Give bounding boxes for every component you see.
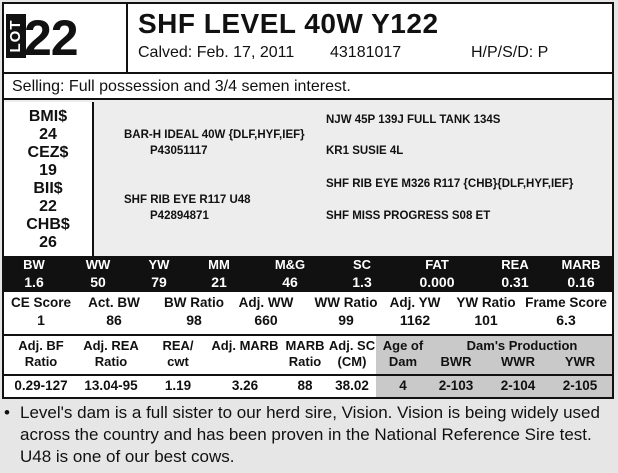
wwr-value: 2-104 xyxy=(500,378,536,393)
carcass-value: 13.04-95 xyxy=(84,378,138,393)
epd-value: 0.16 xyxy=(567,274,595,290)
pedigree xyxy=(96,102,612,256)
epd-value: 1.3 xyxy=(352,274,372,290)
dams-production-title: Dam's Production xyxy=(466,338,578,353)
epd-header: WW xyxy=(85,257,111,272)
index-value: 22 xyxy=(39,198,57,215)
epd-header: MM xyxy=(208,257,230,272)
performance-row xyxy=(4,292,612,336)
carcass-value: 88 xyxy=(297,378,313,393)
lot-number: 22 xyxy=(24,10,78,66)
carcass-header: Adj. SC (CM) xyxy=(328,338,376,369)
perf-header: Frame Score xyxy=(525,295,607,310)
index-label: BMI$ xyxy=(28,108,68,125)
selling-terms: Selling: Full possession and 3/4 semen interest. xyxy=(4,74,612,100)
registration-number: 43181017 xyxy=(330,44,402,61)
epd-value: 0.31 xyxy=(501,274,529,290)
perf-header: BW Ratio xyxy=(164,295,224,310)
index-value: 19 xyxy=(39,162,57,179)
pedigree-sire-sire: NJW 45P 139J FULL TANK 134S xyxy=(326,114,501,126)
pedigree-dam-sire: SHF RIB EYE M326 R117 {CHB}{DLF,HYF,IEF} xyxy=(326,178,574,190)
carcass-value: 0.29-127 xyxy=(14,378,68,393)
pedigree-sire: BAR-H IDEAL 40W {DLF,HYF,IEF} xyxy=(124,129,305,141)
index-label: CEZ$ xyxy=(27,144,69,161)
epd-value: 46 xyxy=(282,274,298,290)
wwr-header: WWR xyxy=(501,354,535,369)
lot-number-box xyxy=(4,4,128,72)
note-text: Level's dam is a full sister to our herd sire, Vision. Vision is being widely used across the country and has been proven in the National Reference Sire test. U48 is one of our best cows. xyxy=(20,403,600,466)
carcass-header: Adj. REA Ratio xyxy=(83,338,139,369)
ywr-header: YWR xyxy=(564,354,596,369)
epd-header: M&G xyxy=(274,257,306,272)
epd-value: 0.000 xyxy=(419,274,455,290)
pedigree-dam-dam: SHF MISS PROGRESS S08 ET xyxy=(326,210,491,222)
index-value: 26 xyxy=(39,234,57,251)
ywr-value: 2-105 xyxy=(562,378,598,393)
perf-value: 86 xyxy=(106,312,122,328)
bwr-value: 2-103 xyxy=(438,378,474,393)
dollar-indexes xyxy=(4,102,94,256)
carcass-row xyxy=(4,336,612,397)
perf-header: Adj. YW xyxy=(389,295,441,310)
epd-header: REA xyxy=(501,257,529,272)
perf-header: CE Score xyxy=(10,295,72,310)
epd-header: SC xyxy=(352,257,372,272)
epd-value: 1.6 xyxy=(24,274,44,290)
pedigree-sire-dam: KR1 SUSIE 4L xyxy=(326,145,404,157)
bwr-header: BWR xyxy=(440,354,472,369)
epd-header: FAT xyxy=(425,257,449,272)
epd-header: MARB xyxy=(561,257,601,272)
carcass-header: Age of Dam xyxy=(382,338,424,369)
hpsd-status: H/P/S/D: P xyxy=(471,44,549,61)
epd-value: 79 xyxy=(151,274,167,290)
carcass-header: Adj. BF Ratio xyxy=(18,338,64,369)
carcass-header: MARB Ratio xyxy=(285,338,325,369)
perf-value: 1162 xyxy=(399,312,431,328)
lot-card xyxy=(2,2,614,399)
lot-header xyxy=(4,4,612,74)
perf-value: 101 xyxy=(474,312,498,328)
carcass-header: REA/ cwt xyxy=(162,338,194,369)
perf-value: 660 xyxy=(254,312,278,328)
index-label: BII$ xyxy=(33,180,63,197)
carcass-header: Adj. MARB xyxy=(211,338,279,353)
perf-value: 99 xyxy=(338,312,354,328)
pedigree-sire-reg: P43051117 xyxy=(150,145,208,157)
perf-value: 6.3 xyxy=(556,312,576,328)
animal-name: SHF LEVEL 40W Y122 xyxy=(138,8,439,39)
perf-header: YW Ratio xyxy=(456,295,516,310)
pedigree-dam: SHF RIB EYE R117 U48 xyxy=(124,194,251,206)
carcass-value: 1.19 xyxy=(164,378,192,393)
perf-value: 98 xyxy=(186,312,202,328)
epd-band xyxy=(4,256,612,292)
index-value: 24 xyxy=(39,126,57,143)
index-label: CHB$ xyxy=(26,216,70,233)
epd-header: YW xyxy=(148,257,170,272)
carcass-value: 4 xyxy=(399,378,407,393)
divider xyxy=(4,374,612,376)
bullet: • xyxy=(4,403,10,422)
perf-header: WW Ratio xyxy=(314,295,378,310)
perf-header: Act. BW xyxy=(88,295,140,310)
calved-date: Calved: Feb. 17, 2011 xyxy=(138,44,295,61)
lot-label: LOT xyxy=(6,14,26,58)
carcass-value: 38.02 xyxy=(335,378,369,393)
epd-value: 50 xyxy=(90,274,106,290)
perf-header: Adj. WW xyxy=(238,295,294,310)
carcass-value: 3.26 xyxy=(231,378,259,393)
epd-header: BW xyxy=(23,257,45,272)
epd-value: 21 xyxy=(211,274,227,290)
pedigree-dam-reg: P42894871 xyxy=(150,210,209,222)
perf-value: 1 xyxy=(37,312,45,328)
